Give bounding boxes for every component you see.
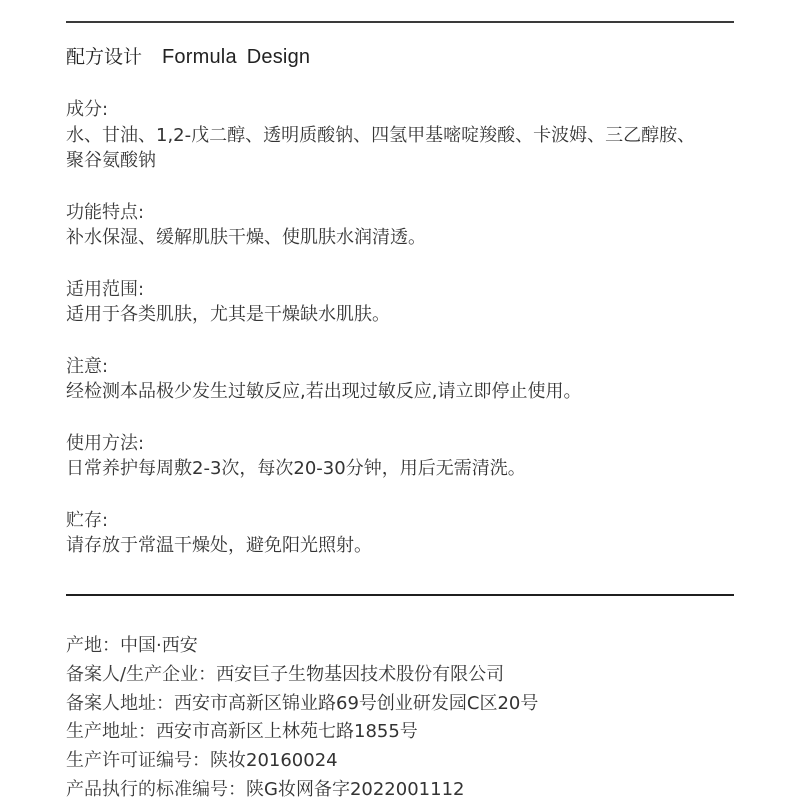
- title-english-word-2: Design: [246, 46, 311, 68]
- info-value: 西安巨子生物基因技术股份有限公司: [216, 663, 505, 685]
- section-text-line: 日常养护每周敷2-3次，每次20-30分钟，用后无需清洗。: [66, 458, 526, 479]
- title-chinese: 配方设计: [66, 46, 143, 68]
- section-applicable-scope: [66, 277, 736, 328]
- info-value: 西安市高新区锦业路69号创业研发园C区20号: [174, 692, 539, 714]
- section-ingredients: [66, 97, 736, 174]
- bottom-divider: [66, 594, 734, 596]
- section-text-line: 补水保湿、缓解肌肤干燥、使肌肤水润清透。: [66, 227, 426, 248]
- info-row-production-address: [66, 718, 746, 747]
- info-row-license-number: [66, 747, 746, 776]
- info-key: 备案人/生产企业：: [66, 663, 217, 685]
- section-label: 使用方法:: [66, 432, 145, 454]
- info-value: 陕G妆网备字2022001112: [246, 778, 465, 800]
- info-key: 备案人地址：: [66, 692, 174, 714]
- info-key: 生产许可证编号：: [66, 750, 210, 772]
- product-info-list: [66, 632, 746, 805]
- section-label: 功能特点:: [66, 201, 145, 223]
- title-english: [162, 46, 310, 68]
- info-value: 西安市高新区上林苑七路1855号: [156, 721, 418, 743]
- formula-sections: [66, 97, 736, 585]
- info-key: 产地：: [66, 635, 120, 656]
- info-value: 陕妆20160024: [210, 750, 338, 772]
- top-divider: [66, 21, 734, 23]
- section-label: 注意:: [66, 355, 109, 377]
- section-usage: [66, 431, 736, 482]
- section-label: 成分:: [66, 99, 109, 120]
- section-label: 适用范围:: [66, 278, 145, 300]
- section-text-line: 请存放于常温干燥处，避免阳光照射。: [66, 535, 372, 556]
- info-key: 产品执行的标准编号：: [66, 778, 246, 800]
- info-row-standard-number: [66, 776, 746, 805]
- section-text-line: 经检测本品极少发生过敏反应,若出现过敏反应,请立即停止使用。: [66, 381, 582, 402]
- page-title: [66, 44, 310, 70]
- section-text-line: 适用于各类肌肤，尤其是干燥缺水肌肤。: [66, 304, 390, 325]
- section-storage: [66, 508, 736, 559]
- section-features: [66, 200, 736, 251]
- info-row-origin: [66, 632, 746, 661]
- info-key: 生产地址：: [66, 721, 156, 743]
- info-row-registrant: [66, 661, 746, 690]
- section-text-line: 水、甘油、1,2-戊二醇、透明质酸钠、四氢甲基嘧啶羧酸、卡波姆、三乙醇胺、: [66, 124, 696, 146]
- title-english-word-1: Formula: [162, 46, 237, 68]
- section-caution: [66, 354, 736, 405]
- section-label: 贮存:: [66, 509, 109, 531]
- info-value: 中国·西安: [120, 635, 198, 656]
- info-row-registrant-address: [66, 690, 746, 719]
- section-text-line: 聚谷氨酸钠: [66, 150, 156, 171]
